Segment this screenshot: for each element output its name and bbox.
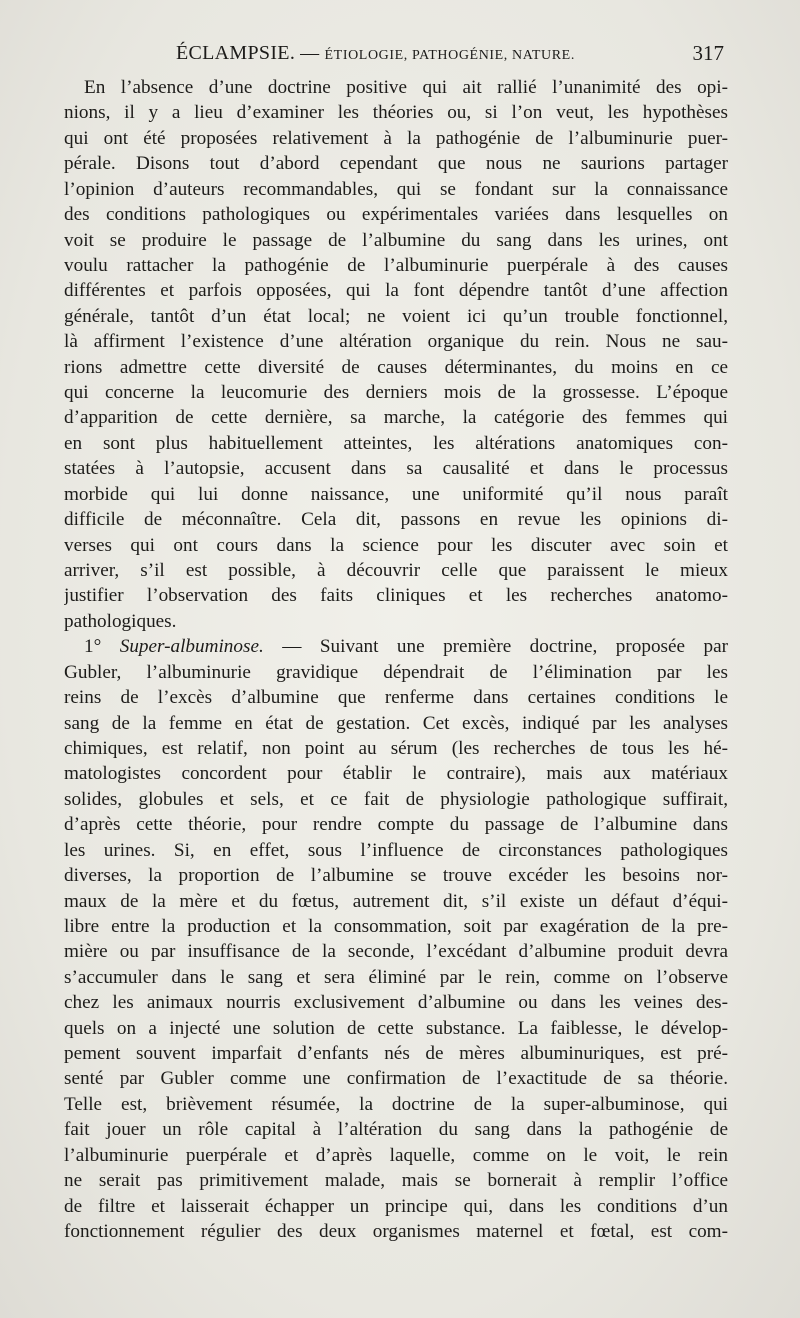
line-text: de filtre et laisserait échapper un principe qui, dans les conditions d’un bbox=[64, 1195, 728, 1217]
line-text: chez les animaux nourris exclusivement d’albumine ou dans les veines des- bbox=[64, 992, 728, 1014]
text-line bbox=[64, 660, 728, 685]
text-line bbox=[64, 405, 728, 430]
line-text: rions admettre cette diversité de causes déterminantes, du moins en ce bbox=[64, 356, 728, 378]
text-line bbox=[64, 151, 728, 176]
text-line bbox=[64, 75, 728, 100]
text-line bbox=[64, 1143, 728, 1168]
line-text: statées à l’autopsie, accusent dans sa causalité et dans le processus bbox=[64, 458, 728, 480]
text-line bbox=[64, 583, 728, 608]
text-line bbox=[64, 736, 728, 761]
line-text: diverses, la proportion de l’albumine se trouve excéder les besoins nor- bbox=[64, 865, 728, 887]
text-line bbox=[64, 965, 728, 990]
text-line bbox=[64, 1041, 728, 1066]
line-text: fonctionnement régulier des deux organismes maternel et fœtal, est com- bbox=[64, 1220, 728, 1242]
text-line bbox=[64, 634, 728, 659]
line-text: matologistes concordent pour établir le contraire), mais aux matériaux bbox=[64, 763, 728, 785]
line-text: s’accumuler dans le sang et sera éliminé par le rein, comme on l’observe bbox=[64, 966, 728, 988]
line-text: générale, tantôt d’un état local; ne voient ici qu’un trouble fonctionnel, bbox=[64, 305, 728, 327]
text-line bbox=[64, 1219, 728, 1244]
text-line bbox=[64, 380, 728, 405]
text-line bbox=[64, 990, 728, 1015]
line-text: sang de la femme en état de gestation. Cet excès, indiqué par les analyses bbox=[64, 712, 728, 734]
running-title-main: ÉCLAMPSIE. bbox=[176, 42, 296, 64]
text-line bbox=[64, 1092, 728, 1117]
line-text: nions, il y a lieu d’examiner les théories ou, si l’on veut, les hypothèses bbox=[64, 102, 728, 124]
text-line bbox=[64, 1066, 728, 1091]
text-line bbox=[64, 761, 728, 786]
line-text: fait jouer un rôle capital à l’altération du sang dans la pathogénie de bbox=[64, 1119, 728, 1141]
text-line bbox=[64, 914, 728, 939]
text-line bbox=[64, 228, 728, 253]
text-line bbox=[64, 711, 728, 736]
body-text bbox=[64, 75, 728, 1244]
line-text: justifier l’observation des faits cliniques et les recherches anatomo- bbox=[64, 585, 728, 607]
text-line bbox=[64, 329, 728, 354]
text-line bbox=[64, 863, 728, 888]
line-text: pement souvent imparfait d’enfants nés de mères albuminuriques, est pré- bbox=[64, 1043, 728, 1065]
line-text: chimiques, est relatif, non point au sérum (les recherches de tous les hé- bbox=[64, 737, 728, 759]
line-text: Gubler, l’albuminurie gravidique dépendrait de l’élimination par les bbox=[64, 661, 728, 683]
running-title-sub: ÉTIOLOGIE, PATHOGÉNIE, NATURE. bbox=[324, 48, 575, 63]
line-text: d’après cette théorie, pour rendre compte du passage de l’albumine dans bbox=[64, 814, 728, 836]
line-text: voit se produire le passage de l’albumine du sang dans les urines, ont bbox=[64, 229, 728, 251]
text-line bbox=[64, 431, 728, 456]
line-text: là affirment l’existence d’une altération organique du rein. Nous ne sau- bbox=[64, 331, 728, 353]
page-number: 317 bbox=[692, 41, 724, 65]
line-text: maux de la mère et du fœtus, autrement dit, s’il existe un défaut d’équi- bbox=[64, 890, 728, 912]
line-text: voulu rattacher la pathogénie de l’albuminurie puerpérale à des causes bbox=[64, 254, 728, 276]
text-line bbox=[64, 126, 728, 151]
line-text: En l’absence d’une doctrine positive qui ait rallié l’unanimité des opi- bbox=[84, 77, 728, 98]
text-line bbox=[64, 177, 728, 202]
text-line bbox=[64, 278, 728, 303]
text-line bbox=[64, 939, 728, 964]
line-text: senté par Gubler comme une confirmation de l’exactitude de sa théorie. bbox=[64, 1068, 728, 1090]
text-line bbox=[64, 787, 728, 812]
text-line bbox=[64, 1194, 728, 1219]
text-line bbox=[64, 355, 728, 380]
text-line bbox=[64, 838, 728, 863]
line-text: pérale. Disons tout d’abord cependant que nous ne saurions partager bbox=[64, 153, 728, 175]
line-text: solides, globules et sels, et ce fait de physiologie pathologique suffirait, bbox=[64, 788, 728, 810]
line-text: difficile de méconnaître. Cela dit, passons en revue les opinions di- bbox=[64, 509, 728, 531]
text-line bbox=[64, 889, 728, 914]
line-text: mière ou par insuffisance de la seconde, l’excédant d’albumine produit devra bbox=[64, 941, 728, 963]
line-text: les urines. Si, en effet, sous l’influence de circonstances pathologiques bbox=[64, 839, 728, 861]
line-text: qui concerne la leucomurie des derniers mois de la grossesse. L’époque bbox=[64, 382, 728, 404]
text-line bbox=[64, 304, 728, 329]
line-text: pathologiques. bbox=[64, 610, 177, 632]
text-line bbox=[64, 812, 728, 837]
text-line bbox=[64, 507, 728, 532]
line-text: verses qui ont cours dans la science pour les discuter avec soin et bbox=[64, 534, 728, 556]
line-text: l’albuminurie puerpérale et d’après laquelle, comme on le voit, le rein bbox=[64, 1144, 728, 1166]
line-text: des conditions pathologiques ou expérimentales variées dans lesquelles on bbox=[64, 204, 728, 226]
text-line bbox=[64, 1117, 728, 1142]
text-line bbox=[64, 456, 728, 481]
line-text: en sont plus habituellement atteintes, les altérations anatomiques con- bbox=[64, 432, 728, 454]
line-text: arriver, s’il est possible, à découvrir celle que paraissent le mieux bbox=[64, 560, 728, 582]
text-line bbox=[64, 685, 728, 710]
text-line bbox=[64, 100, 728, 125]
line-text: ne serait pas primitivement malade, mais se bornerait à remplir l’office bbox=[64, 1170, 728, 1192]
section-number: 1° bbox=[84, 636, 120, 658]
text-line bbox=[64, 609, 728, 634]
line-text: différentes et parfois opposées, qui la font dépendre tantôt d’une affection bbox=[64, 280, 728, 302]
text-line bbox=[64, 253, 728, 278]
line-text: l’opinion d’auteurs recommandables, qui se fondant sur la connaissance bbox=[64, 178, 728, 200]
line-text: reins de l’excès d’albumine que renferme dans certaines conditions le bbox=[64, 687, 728, 709]
line-text: — Suivant une première doctrine, proposée par bbox=[282, 636, 728, 658]
running-header bbox=[64, 42, 728, 72]
line-text: Telle est, brièvement résumée, la doctrine de la super-albuminose, qui bbox=[64, 1093, 728, 1115]
line-text: d’apparition de cette dernière, sa marche, la catégorie des femmes qui bbox=[64, 407, 728, 429]
running-title-separator: — bbox=[295, 43, 325, 64]
text-line bbox=[64, 1168, 728, 1193]
line-text: morbide qui lui donne naissance, une uniformité qu’il nous paraît bbox=[64, 483, 728, 505]
running-title bbox=[176, 42, 575, 65]
section-heading: Super-albuminose. bbox=[119, 636, 264, 658]
text-line bbox=[64, 533, 728, 558]
text-line bbox=[64, 482, 728, 507]
line-text: libre entre la production et la consommation, soit par exagération de la pre- bbox=[64, 915, 728, 937]
text-line bbox=[64, 558, 728, 583]
text-line bbox=[64, 202, 728, 227]
text-line bbox=[64, 1016, 728, 1041]
line-text: qui ont été proposées relativement à la pathogénie de l’albuminurie puer- bbox=[64, 127, 728, 149]
line-text: quels on a injecté une solution de cette substance. La faiblesse, le dévelop- bbox=[64, 1017, 728, 1039]
